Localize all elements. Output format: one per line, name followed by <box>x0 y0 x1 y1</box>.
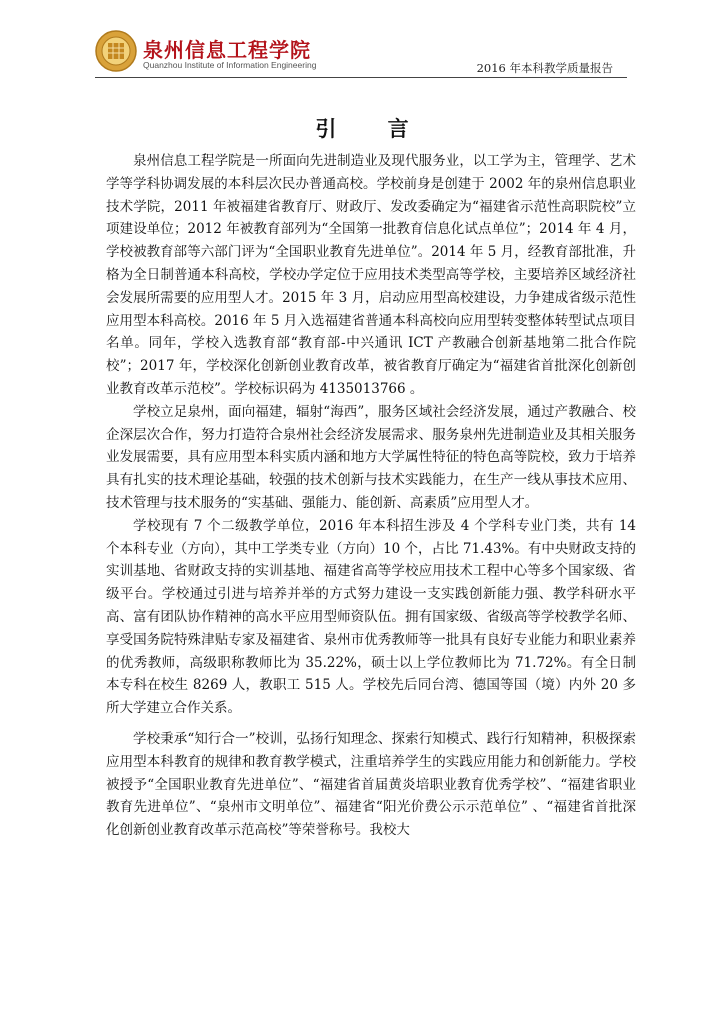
paragraph-faculty: 学校现有 7 个二级教学单位，2016 年本科招生涉及 4 个学科专业门类，共有 14 个本科专业（方向），其中工学类专业（方向）10 个，占比 71.43%。有中央财政支持的实训基地、省财政支持的实训基地、福建省高等学校应用技术工程中心等多个国家级、省级平台。学校通过引进与培养并举的方式努力建设一支实践创新能力强、教学科研水平高、富有团队协作精神的高水平应用型师资队伍。拥有国家级、省级高等学校教学名师、享受国务院特殊津贴专家及福建省、泉州市优秀教师等一批具有良好专业能力和职业素养的优秀教师，高级职称教师比为 35.22%，硕士以上学位教师比为 71.72%。有全日制本专科在校生 8269 人，教职工 515 人。学校先后同台湾、德国等国（境）内外 20 多所大学建立合作关系。 <box>106 517 636 717</box>
paragraph-honors: 学校秉承“知行合一”校训，弘扬行知理念、探索行知模式、践行行知精神，积极探索应用型本科教育的规律和教育教学模式，注重培养学生的实践应用能力和创新能力。学校被授予“全国职业教育先进单位”、“福建省首届黄炎培职业教育优秀学校”、“福建省职业教育先进单位”、“泉州市文明单位”、福建省“阳光价费公示示范单位” 、“福建省首批深化创新创业教育改革示范高校”等荣誉称号。我校大 <box>106 730 636 839</box>
paragraph-intro: 泉州信息工程学院是一所面向先进制造业及现代服务业，以工学为主，管理学、艺术学等学科协调发展的本科层次民办普通高校。学校前身是创建于 2002 年的泉州信息职业技术学院，2011 年被福建省教育厅、财政厅、发改委确定为“福建省示范性高职院校”立项建设单位；2012 年被教育部列为“全国第一批教育信息化试点单位”；2014 年 4 月，学校被教育部等六部门评为“全国职业教育先进单位”。2014 年 5 月，经教育部批准，升格为全日制普通本科高校，学校办学定位于应用技术类型高等学校，主要培养区域经济社会发展所需要的应用型人才。2015 年 3 月，启动应用型高校建设，力争建成省级示范性应用型本科高校。2016 年 5 月入选福建省普通本科高校向应用型转变整体转型试点项目名单。同年，学校入选教育部“教育部-中兴通讯 ICT 产教融合创新基地第二批合作院校”；2017 年，学校深化创新创业教育改革，被省教育厅确定为“福建省首批深化创新创业教育改革示范校”。学校标识码为 4135013766 。 <box>106 153 636 397</box>
school-seal-logo <box>95 30 137 72</box>
school-name-cn: 泉州信息工程学院 <box>143 38 311 62</box>
document-body <box>106 150 636 842</box>
header-divider <box>95 77 627 78</box>
page-title: 引 言 <box>315 116 431 141</box>
page-header <box>95 30 627 76</box>
report-title: 2016 年本科教学质量报告 <box>476 61 613 75</box>
school-name-en: Quanzhou Institute of Information Engineering <box>143 60 317 70</box>
paragraph-positioning: 学校立足泉州，面向福建，辐射“海西”，服务区域社会经济发展，通过产教融合、校企深层次合作，努力打造符合泉州社会经济发展需求、服务泉州先进制造业及其相关服务业发展需要，具有应用型本科实质内涵和地方大学属性特征的特色高等院校，致力于培养具有扎实的技术理论基础，较强的技术创新与技术实践能力，在生产一线从事技术应用、技术管理与技术服务的“实基础、强能力、能创新、高素质”应用型人才。 <box>106 403 636 511</box>
